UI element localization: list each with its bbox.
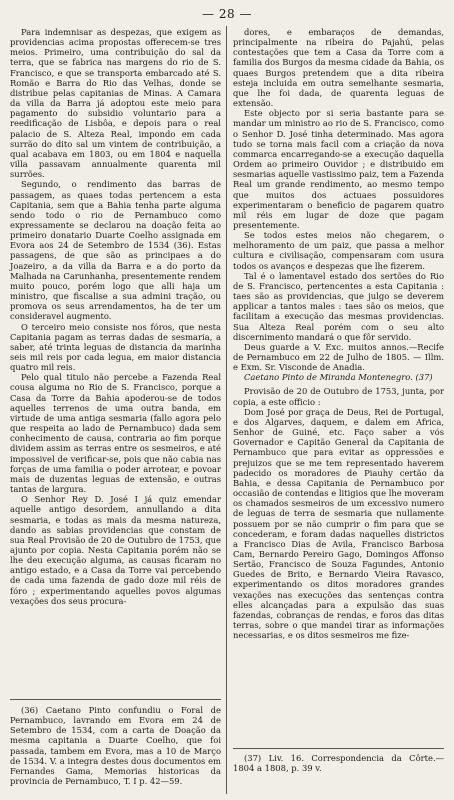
paragraph: Tal é o lamentavel estado dos sertões do Rio de S. Francisco, pertencentes a esta Capitania : taes são as providencias, que julgo se deverem applicar a tantos males : taes são os meios, que facilitam a execução das mesmas providencias. Sua Alteza Real porém com o seu alto discernimento mandará o que fôr servido.: [233, 270, 444, 342]
column-divider: [226, 26, 227, 794]
paragraph: dores, e embaraços de demandas, principalmente na ribeira do Pajahú, pelas contestações que tem a Casa da Torre com a familia dos Burgos da mesma cidade da Bahia, os quaes Burgos pretendem que a dita ribeira esteja incluida em outra semelhante sesmaria, que lhe foi dada, de quarenta leguas de extensão.: [233, 27, 444, 109]
signature: Caetano Pinto de Miranda Montenegro. (37): [244, 372, 433, 383]
footnote-rule: [10, 699, 221, 700]
page-number: — 28 —: [202, 7, 252, 21]
paragraph: Este objecto por si seria bastante para se mandar um ministro ao rio de S. Francisco, como o Senhor D. José tinha determinado. Mas agora tudo se torna mais facil com a criação da nova commarca encarregando-se a execução daquella Ordem ao primeiro Ouvidor ; e distribuido em sesmarias aquelle vastissimo paiz, tem a Fazenda Real um grande rendimento, ao mesmo tempo que muitos dos actuaes possuidores experimentaram o beneficio de pagarem quatro mil réis em lugar de doze que pagam presentemente.: [233, 108, 444, 230]
provision-heading: Provisão de 20 de Outubro de 1753, junta, por copia, a este officio :: [233, 386, 444, 407]
paragraph: O terceiro meio consiste nos fóros, que nesta Capitania pagam as terras dadas de sesmaria, a saber, até trinta leguas de distancia da marinha seis mil reis por cada legua, em maior distancia quatro mil reis.: [10, 321, 221, 373]
paragraph: Para indemnisar as despezas, que exigem as providencias acima propostas offerecem-se tres meios. Primeiro, uma contribuição do sal da terra, que se fabrica nas margens do rio de S. Francisco, e que se transporta embarcado até S. Romão e Barra do Rio das Velhas, donde se distribue pelas capitanias de Minas. A Camara da villa da Barra já adoptou este meio para pagamento do subsidio voluntario para a reedificação de Lisbôa, e depois para o real palacio de S. Alteza Real, impondo em cada surrão do dito sal um vintem de contribuição, a qual acabava em 1803, ou em 1804 e naquella villa passavam annualmente quarenta mil surrões.: [10, 27, 221, 180]
right-footnote: [233, 753, 444, 773]
paragraph: O Senhor Rey D. José I já quiz emendar aquelle antigo desordem, annullando a dita sesmaria, e todas as mais da mesma natureza, dando as sabias providencias que constam de sua Real Provisão de 20 de Outubro de 1753, que ajunto por copia. Nesta Capitania porém não se lhe deu execução alguma, as causas ficaram no antigo estado, e a Casa da Torre vai percebendo de cada uma fazenda de gado doze mil réis de fóro ; experimentando aquelles povos algumas vexações dos seus procura-: [10, 494, 221, 606]
footnote-rule: [233, 748, 444, 749]
footnote-37: (37) Liv. 16. Correspondencia da Côrte.— 1804 a 1808, p. 39 v.: [233, 753, 444, 774]
left-column: [10, 27, 221, 606]
paragraph: Segundo, o rendimento das barras de passagem, as quaes todas pertencem a esta Capitania, sem que a Bahia tenha parte alguma sendo todo o rio de Pernambuco como expressamente se declarou na doação feita ao primeiro donatario Duarte Coelho assignada em Evora aos 24 de Setembro de 1534 (36). Estas passagens, de que são as principaes a do Joazeiro, a da villa da Barra e a do porto da Malhada na Carunhanha, presentemente rendem muito pouco, porém logo que alli haja um ministro, que fiscalise a sua admini tração, ou promova os seus arrendamentos, ha de ter um consideravel augmento.: [10, 179, 221, 322]
right-column: [233, 27, 444, 640]
left-footnote: [10, 705, 221, 786]
footnote-36: (36) Caetano Pinto confundiu o Foral de Pernambuco, lavrando em Evora em 24 de Setembro de 1534, com a carta de Doação da mesma capitania a Duarte Coelho, que foi passada, tambem em Evora, mas a 10 de Março de 1534. V. a integra destes dous documentos em Fernandes Gama, Memorias historicas da provincia de Pernambuco, T. I p. 42—59.: [10, 705, 221, 787]
paragraph: Se todos estes meios não chegarem, o melhoramento de um paiz, que passa a melhor cultura e civilisação, compensaram com usura todos os avanços e despezas que lhe fizerem.: [233, 230, 444, 271]
paragraph: Deus guarde a V. Exc. muitos annos.—Recife de Pernambuco em 22 de Julho de 1805. — Illm. e Exm. Sr. Visconde de Anadia.: [233, 341, 444, 373]
provision-text: Dom José por graça de Deus, Rei de Portugal, e dos Algarves, daquem, e dalem em Africa, Senhor de Guiné, etc. Faço saber a vós Governador e Capitão General da Capitania de Pernambuco que para evitar as oppressões e prejuizos que se me tem representado haverem padecido os moradores de Piauhy certão da Bahia, e dessa Capitania de Pernambuco por occasião de contendas e litigios que lhe moveram os chamados sesmeiros de um excessivo numero de leguas de terra de sesmaria que nullamente possuem por se não cumprir o fim para que se concederam, e foram dadas naquelles districtos a Francisco Dias de Avila, Francisco Barbosa Cam, Bernardo Pereiro Gago, Domingos Affonso Sertão, Francisco de Souza Fagundes, Antonio Guedes de Brito, e Bernardo Vieira Ravasco, experimentando os ditos moradores grandes vexações nas execuções das sentenças contra elles alcançadas para a expulsão das suas fazendas, cobranças de rendas, e foros das ditas terras, sobre o que mandei tirar as informações necessarias, e os ditos sesmeiros me fize-: [233, 406, 444, 641]
paragraph: Pelo qual titulo não percebe a Fazenda Real cousa alguma no Rio de S. Francisco, porque a Casa da Torre da Bahia apoderou-se de todos aquelles terrenos de uma outra banda, em virtude de uma antiga sesmaria (fallo agora pelo que respeita ao lado de Pernambuco) dada sem conhecimento de causa, contraria ao fim porque dividem assim as terras entre os sesmeiros, e até impossivel de verificar-se, pois que não cabia nas forças de uma familia o poder arrotear, e povoar mais de duzentas leguas de extensão, e outras tantas de largura.: [10, 372, 221, 495]
